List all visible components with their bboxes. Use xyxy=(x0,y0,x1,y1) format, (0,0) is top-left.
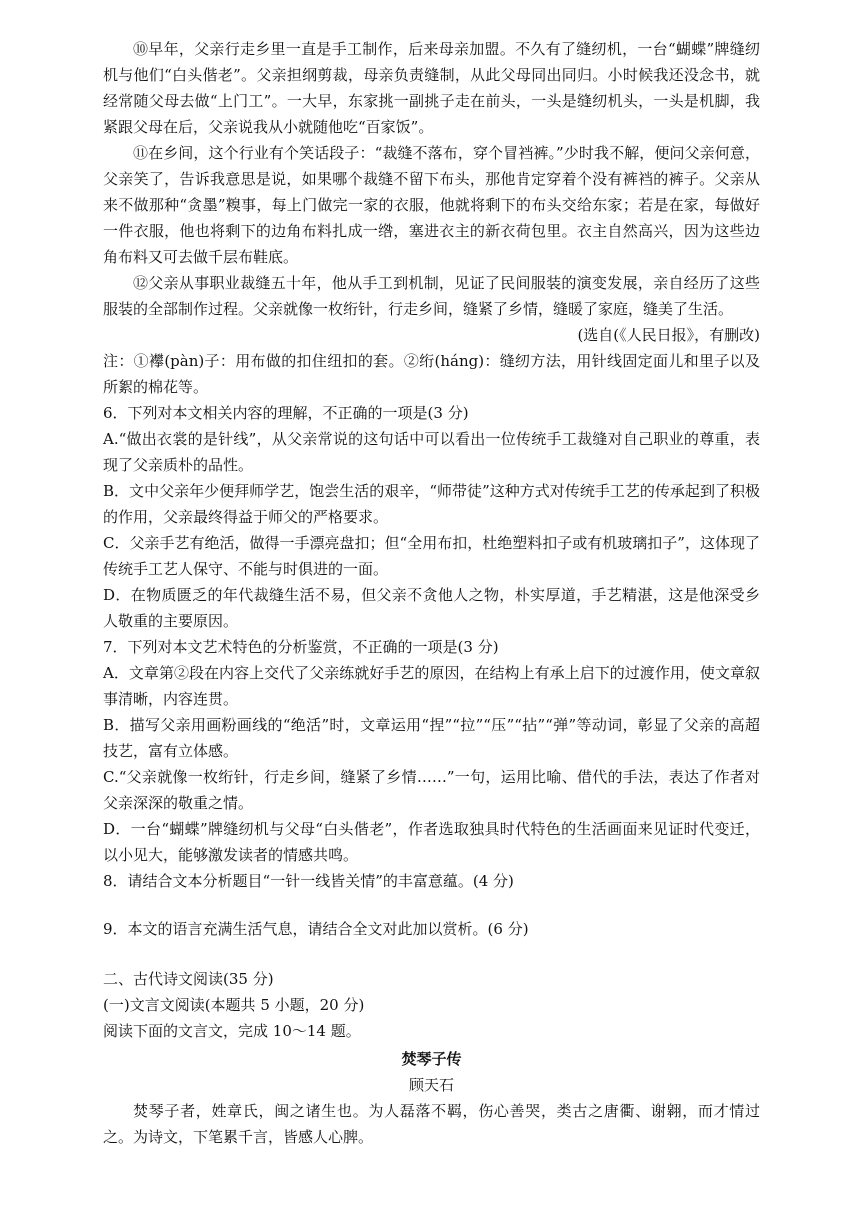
answer-space xyxy=(103,894,760,916)
question-6-option-c: C．父亲手艺有绝活，做得一手漂亮盘扣；但“全用布扣，杜绝塑料扣子或有机玻璃扣子”，这体现了传统手工艺人保守、不能与时俱进的一面。 xyxy=(103,534,760,578)
section-heading: 二、古代诗文阅读(35 分) xyxy=(103,970,274,988)
text-title: 焚琴子传 xyxy=(401,1050,462,1068)
question-7-option-c: C.“父亲就像一枚绗针，行走乡间，缝紧了乡情……”一句，运用比喻、借代的手法，表达了作者对父亲深深的敬重之情。 xyxy=(103,768,760,812)
question-6-option-a: A.“做出衣裳的是针线”，从父亲常说的这句话中可以看出一位传统手工裁缝对自己职业的尊重，表现了父亲质朴的品性。 xyxy=(103,430,760,474)
answer-space xyxy=(103,942,760,966)
text-author: 顾天石 xyxy=(408,1076,454,1094)
question-8: 8．请结合文本分析题目“一针一线皆关情”的丰富意蕴。(4 分) xyxy=(103,872,514,890)
paragraph-10: ⑩早年，父亲行走乡里一直是手工制作，后来母亲加盟。不久有了缝纫机，一台“蝴蝶”牌缝纫机与他们“白头偕老”。父亲担纲剪裁，母亲负责缝制，从此父母同出同归。小时候我还没念书，就经常随父母去做“上门工”。一大早，东家挑一副挑子走在前头，一头是缝纫机头，一头是机脚，我紧跟父母在后，父亲说我从小就随他吃“百家饭”。 xyxy=(103,40,760,136)
paragraph-11: ⑪在乡间，这个行业有个笑话段子：“裁缝不落布，穿个冒裆裤。”少时我不解，便问父亲何意，父亲笑了，告诉我意思是说，如果哪个裁缝不留下布头，那他肯定穿着个没有裤裆的裤子。父亲从来不做那种“贪墨”糗事，每上门做完一家的衣服，他就将剩下的布头交给东家；若是在家，每做好一件衣服，他也将剩下的边角布料扎成一绺，塞进衣主的新衣荷包里。衣主自然高兴，因为这些边角布料又可去做千层布鞋底。 xyxy=(103,144,760,266)
question-6-stem: 6．下列对本文相关内容的理解，不正确的一项是(3 分) xyxy=(103,404,469,422)
paragraph-12: ⑫父亲从事职业裁缝五十年，他从手工到机制，见证了民间服装的演变发展，亲自经历了这些服装的全部制作过程。父亲就像一枚绗针，行走乡间，缝紧了乡情，缝暖了家庭，缝美了生活。 xyxy=(103,274,760,318)
question-7-option-a: A．文章第②段在内容上交代了父亲练就好手艺的原因，在结构上有承上启下的过渡作用，使文章叙事清晰，内容连贯。 xyxy=(103,664,760,708)
question-7-stem: 7．下列对本文艺术特色的分析鉴赏，不正确的一项是(3 分) xyxy=(103,638,499,656)
question-9: 9．本文的语言充满生活气息，请结合全文对此加以赏析。(6 分) xyxy=(103,920,529,938)
reading-instruction: 阅读下面的文言文，完成 10～14 题。 xyxy=(103,1022,361,1040)
question-6-option-b: B．文中父亲年少便拜师学艺，饱尝生活的艰辛，“师带徒”这种方式对传统手工艺的传承起到了积极的作用，父亲最终得益于师父的严格要求。 xyxy=(103,482,760,526)
question-7-option-b: B．描写父亲用画粉画线的“绝活”时，文章运用“捏”“拉”“压”“拈”“弹”等动词，彰显了父亲的高超技艺，富有立体感。 xyxy=(103,716,760,760)
question-6-option-d: D．在物质匮乏的年代裁缝生活不易，但父亲不贪他人之物，朴实厚道，手艺精湛，这是他深受乡人敬重的主要原因。 xyxy=(103,586,760,630)
question-7-option-d: D．一台“蝴蝶”牌缝纫机与父母“白头偕老”，作者选取独具时代特色的生活画面来见证时代变迁，以小见大，能够激发读者的情感共鸣。 xyxy=(103,820,760,864)
subsection-heading: (一)文言文阅读(本题共 5 小题，20 分) xyxy=(103,996,365,1014)
source-citation: (选自(《人民日报》，有删改) xyxy=(577,326,760,344)
classical-paragraph-1: 焚琴子者，姓章氏，闽之诸生也。为人磊落不羁，伤心善哭，类古之唐衢、谢翱，而才情过之。为诗文，下笔累千言，皆感人心脾。 xyxy=(103,1102,760,1146)
footnote: 注：①襻(pàn)子：用布做的扣住纽扣的套。②绗(háng)：缝纫方法，用针线固定面儿和里子以及所絮的棉花等。 xyxy=(103,352,760,396)
